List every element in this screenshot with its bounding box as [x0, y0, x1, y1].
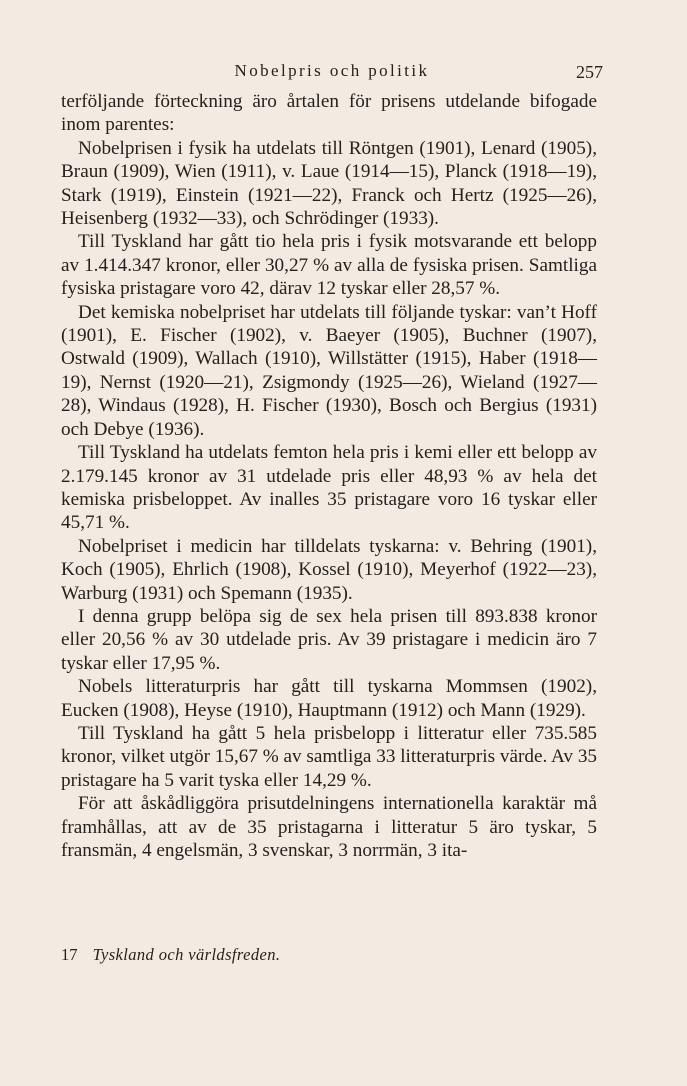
paragraph-medicine-statistics: I denna grupp belöpa sig de sex hela prisen till 893.838 kronor eller 20,56 % av 30 utdelade pris. Av 39 pristagare i medicin äro 7 tyskar eller 17,95 %. — [61, 605, 597, 674]
signature-title: Tyskland och världsfreden. — [92, 945, 281, 964]
paragraph-literature-laureates: Nobels litteraturpris har gått till tyskarna Mommsen (1902), Eucken (1908), Heyse (1910), Hauptmann (1912) och Mann (1929). — [61, 676, 597, 721]
running-title: Nobelpris och politik — [234, 61, 430, 80]
paragraph-international-distribution: För att åskådliggöra prisutdelningens internationella karaktär må framhållas, att av de 35 pristagarna i litteratur 5 äro tyskar, 5 fransmän, 4 engelsmän, 3 svenskar, 3 norrmän, 3 ita- — [61, 793, 597, 861]
paragraph-literature-statistics: Till Tyskland ha gått 5 hela prisbelopp i litteratur eller 735.585 kronor, vilket utgör 15,67 % av samtliga 33 litteraturpris värde. Av 35 pristagare ha 5 varit tyska eller 14,29 %. — [61, 722, 598, 791]
paragraph-continued-list-intro: terföljande förteckning äro årtalen för prisens utdelande bifogade inom parentes: — [61, 91, 597, 136]
paragraph-physics-laureates: Nobelprisen i fysik ha utdelats till Röntgen (1901), Lenard (1905), Braun (1909), Wien (1911), v. Laue (1914—15), Planck (1918—19), Stark (1919), Einstein (1921—22), Franck och Hertz (1925—26), Heisenberg (1932—33), och Schrödinger (1933). — [61, 137, 597, 230]
body-text — [61, 90, 597, 862]
paragraph-medicine-laureates: Nobelpriset i medicin har tilldelats tyskarna: v. Behring (1901), Koch (1905), Ehrlich (1908), Kossel (1910), Meyerhof (1922—23), Warburg (1931) och Spemann (1935). — [61, 535, 597, 604]
paragraph-chemistry-statistics: Till Tyskland ha utdelats femton hela pris i kemi eller ett belopp av 2.179.145 kronor av 31 utdelade pris eller 48,93 % av hela det kemiska prisbeloppet. Av inalles 35 pristagare voro 16 tyskar eller 45,71 %. — [61, 442, 597, 534]
paragraph-physics-statistics: Till Tyskland har gått tio hela pris i fysik motsvarande ett belopp av 1.414.347 kronor, eller 30,27 % av alla de fysiska prisen. Samtliga fysiska pristagare voro 42, därav 12 tyskar eller 28,57 %. — [61, 231, 597, 300]
signature-mark: 17 — [61, 945, 78, 964]
paragraph-chemistry-laureates: Det kemiska nobelpriset har utdelats till följande tyskar: van’t Hoff (1901), E. Fischer (1902), v. Baeyer (1905), Buchner (1907), Ostwald (1909), Wallach (1910), Willstätter (1915), Haber (1918—19), Nernst (1920—21), Zsigmondy (1925—26), Wieland (1927—28), Windaus (1928), H. Fischer (1930), Bosch och Bergius (1931) och Debye (1936). — [61, 301, 597, 440]
page-number: 257 — [576, 62, 603, 82]
printer-signature — [61, 945, 597, 965]
running-head — [61, 58, 603, 86]
